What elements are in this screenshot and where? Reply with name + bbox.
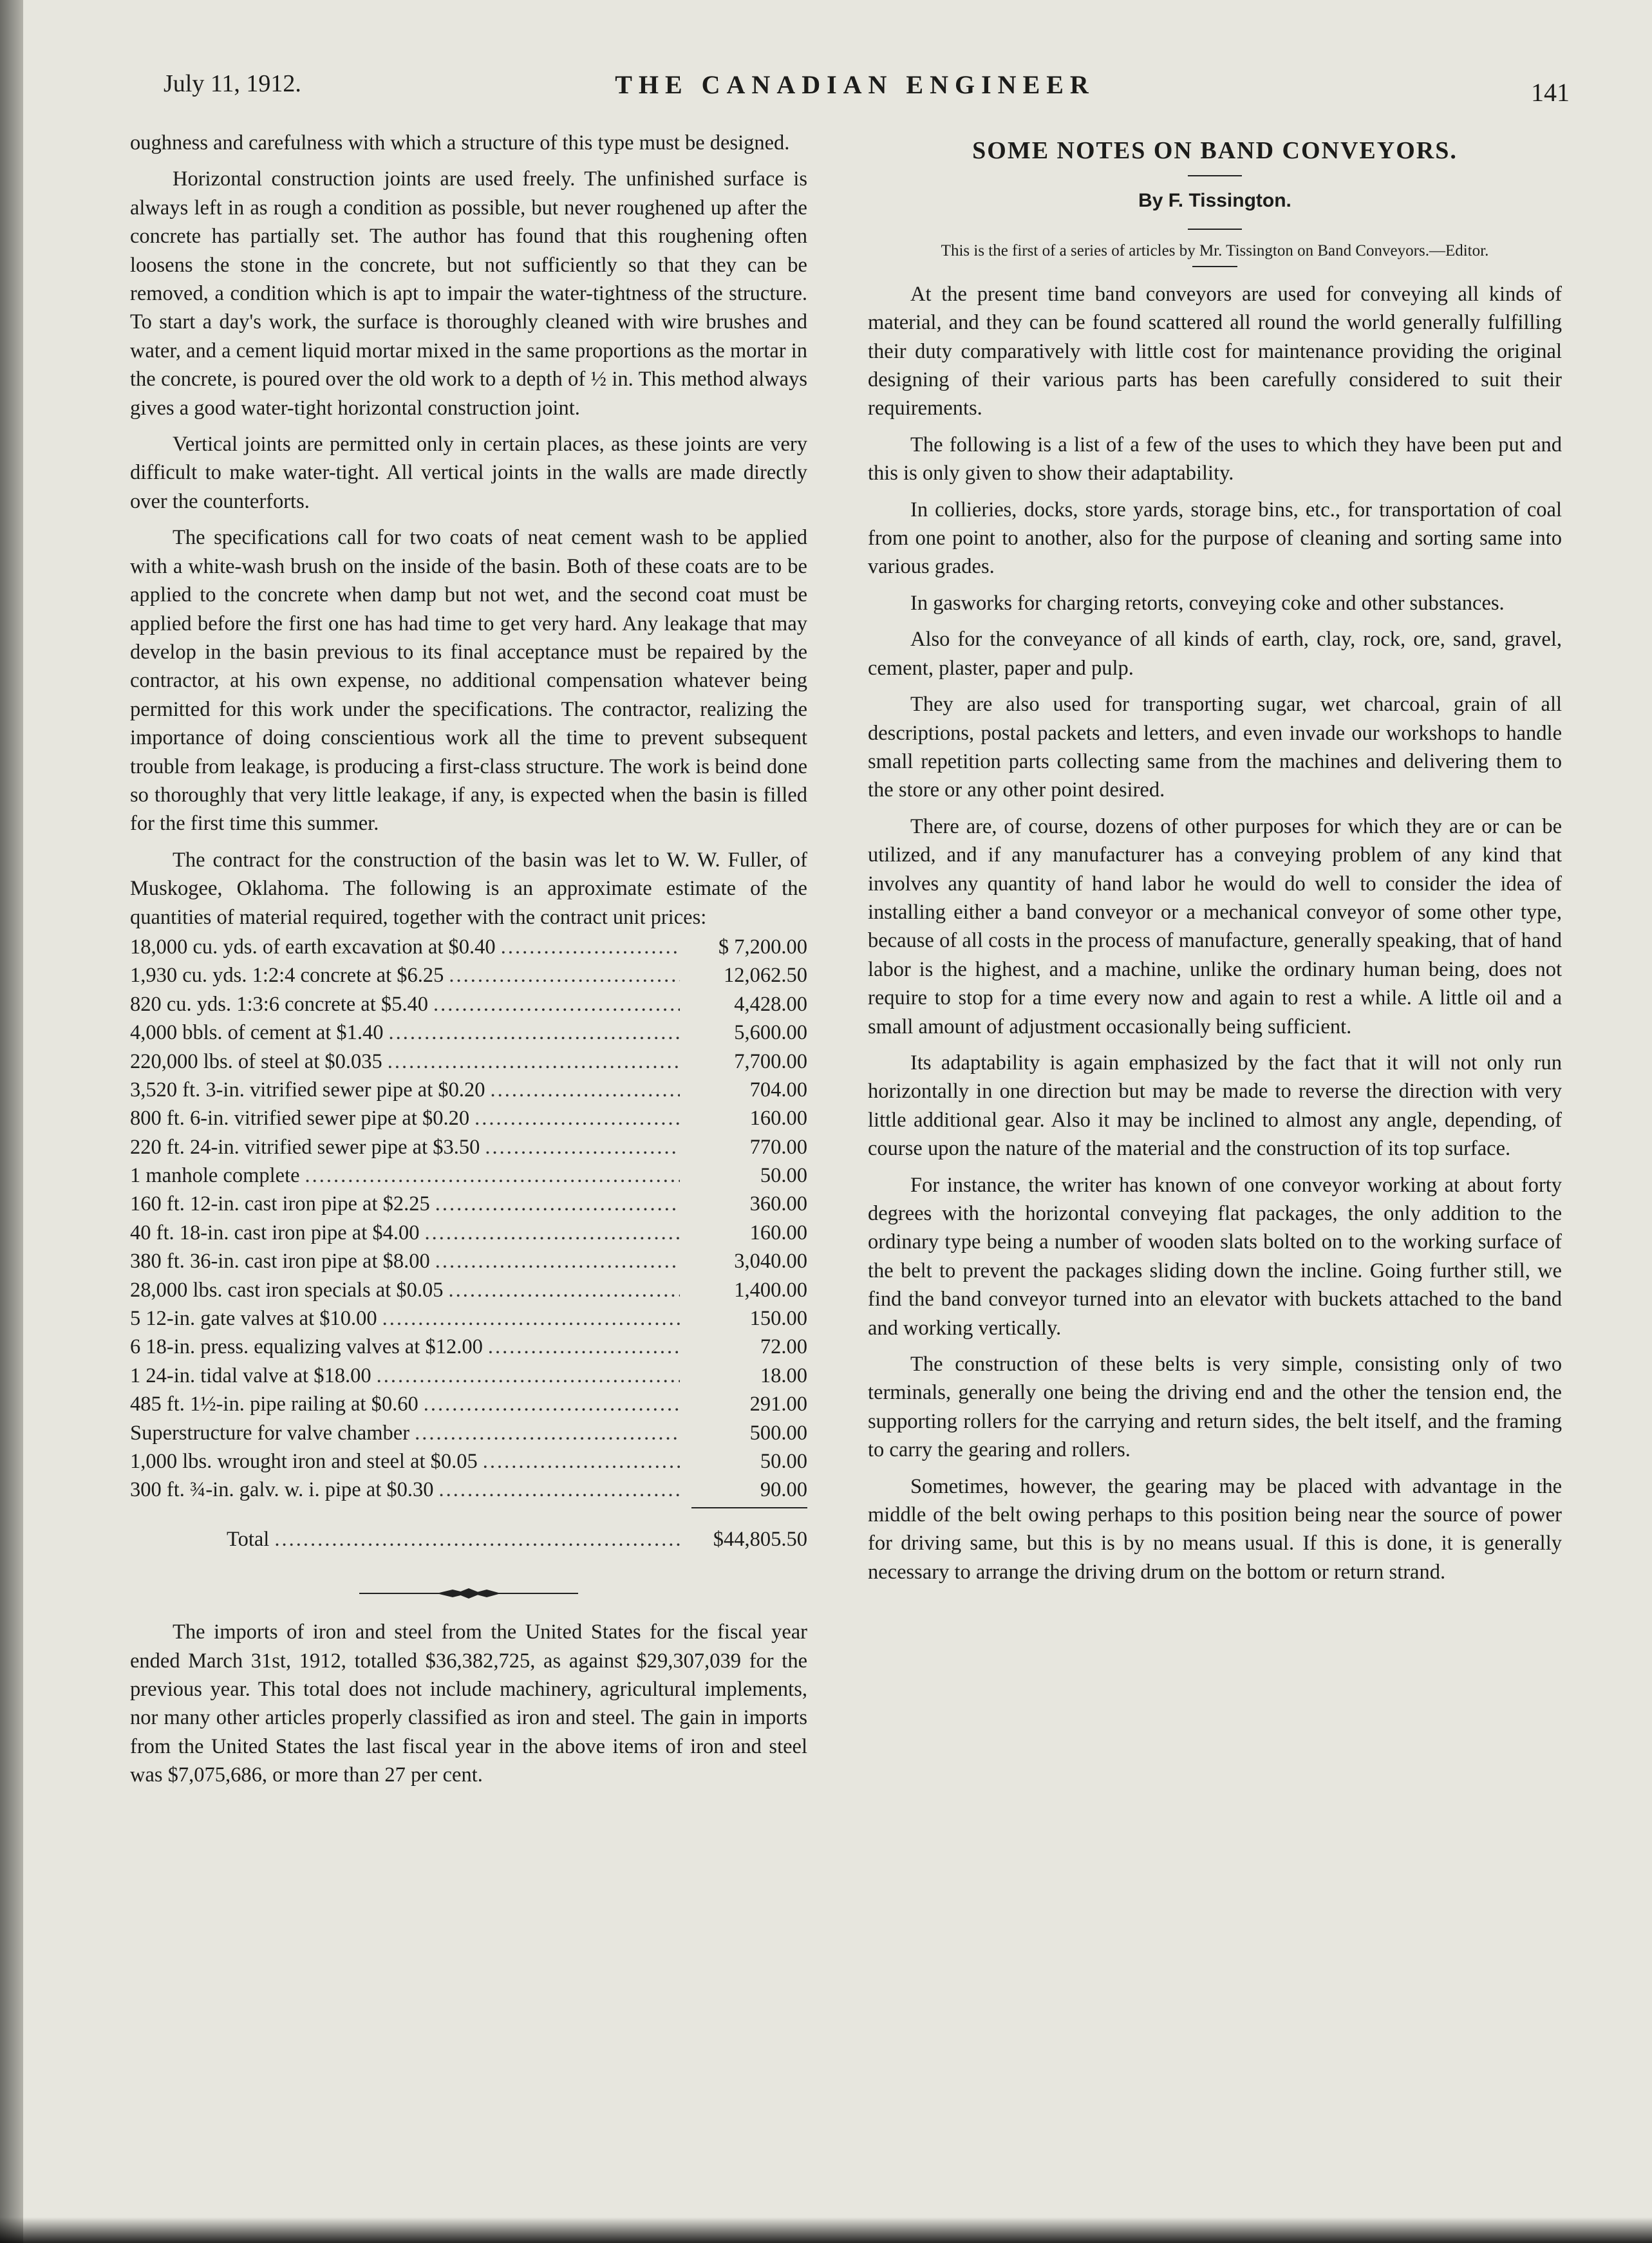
estimate-amount: 5,600.00 [734, 1021, 807, 1045]
article-paragraph: Also for the conveyance of all kinds of earth, clay, rock, ore, sand, gravel, cement, plaster, paper and pulp. [868, 628, 1562, 680]
editor-note: This is the first of a series of articles by Mr. Tissington on Band Conveyors.—Editor. [941, 241, 1489, 259]
journal-title: THE CANADIAN ENGINEER [615, 70, 1095, 99]
total-rule [691, 1507, 807, 1508]
estimate-amount: 150.00 [749, 1307, 807, 1331]
estimate-item: 220,000 lbs. of steel at $0.035 [130, 1049, 382, 1073]
leader-dots [274, 1525, 680, 1553]
article-paragraph: At the present time band conveyors are used for conveying all kinds of material, and they can be found scattered all round the world generally fulfilling their duty comparatively with little cost for maintenance providing the original designing of their various parts has been carefully considered to suit their requirements. [868, 282, 1562, 420]
paragraph-horizontal-joints: Horizontal construction joints are used freely. The unfinished surface is always left in as rough a condition as possible, but never roughened up after the concrete has partially set. The author has found that this roughening often loosens the stone in the concrete, but not sufficiently so that they can be removed, a condition which is apt to impair the water-tightness of the structure. To start a day's work, the surface is thoroughly cleaned with wire brushes and water, and a cement liquid mortar mixed in the same proportions as the mortar in the concrete, is poured over the old work to a depth of ½ in. This method always gives a good water-tight horizontal construction joint. [130, 167, 807, 420]
total-row [130, 1525, 807, 1553]
estimate-amount: 291.00 [749, 1393, 807, 1416]
estimate-row [130, 1476, 807, 1504]
article-title: SOME NOTES ON BAND CONVEYORS. [972, 137, 1458, 164]
estimate-row [130, 1419, 807, 1447]
estimate-row [130, 1333, 807, 1361]
estimate-row [130, 1190, 807, 1218]
estimate-amount: 770.00 [749, 1135, 807, 1159]
article-paragraph: For instance, the writer has known of one conveyor working at about forty degrees with the horizontal conveying flat packages, the only addition to the ordinary type being a number of wooden slats bolted on to the working surface of the belt to prevent the packages sliding down the incline. Going further still, we find the band conveyor turned into an elevator with buckets attached to the band and working vertically. [868, 1173, 1562, 1340]
page-header [140, 70, 1570, 108]
estimate-amount: 360.00 [749, 1192, 807, 1216]
estimate-item: 3,520 ft. 3-in. vitrified sewer pipe at $0.20 [130, 1078, 485, 1102]
estimate-item: 1 manhole complete [130, 1164, 300, 1188]
estimate-item: 28,000 lbs. cast iron specials at $0.05 [130, 1278, 444, 1302]
article-body [868, 280, 1562, 1586]
estimate-row [130, 1304, 807, 1333]
leader-dots [435, 1247, 680, 1275]
article-paragraph: Its adaptability is again emphasized by the fact that it will not only run horizontally in one direction but may be made to reverse the direction with very little additional gear. Also it may be inclined to almost any angle, depending, of course upon the nature of the material and the construction of its top surface. [868, 1051, 1562, 1161]
article-paragraph: Sometimes, however, the gearing may be placed with advantage in the middle of the belt owing perhaps to this position being near the source of power for driving same, but this is by no means usual. If this is done, it is generally necessary to arrange the driving drum on the bottom or return strand. [868, 1474, 1562, 1584]
article-paragraph: In collieries, docks, store yards, storage bins, etc., for transportation of coal from one point to another, also for the purpose of cleaning and sorting same into various grades. [868, 498, 1562, 579]
estimate-item: 220 ft. 24-in. vitrified sewer pipe at $3.50 [130, 1135, 480, 1159]
estimate-row [130, 1362, 807, 1390]
leader-dots [483, 1447, 680, 1476]
article-paragraph: They are also used for transporting sugar, wet charcoal, grain of all descriptions, postal packets and letters, and even invade our workshops to handle small repetition parts collecting same from the machines and delivering them to the store or any other point desired. [868, 693, 1562, 802]
article-paragraph: The following is a list of a few of the uses to which they have been put and this is only given to show their adaptability. [868, 433, 1562, 485]
estimate-item: 18,000 cu. yds. of earth excavation at $0.40 [130, 935, 496, 959]
estimate-amount: 4,428.00 [734, 992, 807, 1016]
estimate-item: Superstructure for valve chamber [130, 1421, 410, 1445]
leader-dots [388, 1047, 680, 1076]
byline-rule [1188, 229, 1242, 230]
paragraph-specifications: The specifications call for two coats of neat cement wash to be applied with a white-wash brush on the inside of the basin. Both of these coats are to be applied to the concrete when damp but not wet, and the second coat must be applied before the first one has had time to get very hard. Any leakage that may develop in the basin previous to its final acceptance must be repaired by the contractor, at his own expense, no additional compensation whatever being permitted for this work under the specifications. The contractor, realizing the importance of doing conscientious work all the time to prevent subsequent trouble from leakage, is producing a first-class structure. The work is beind done so thoroughly that very little leakage, if any, is expected when the basin is filled for the first time this summer. [130, 526, 807, 836]
left-column [130, 129, 807, 1790]
leader-dots [449, 1276, 680, 1304]
leader-dots [438, 1476, 680, 1504]
estimate-row [130, 1276, 807, 1304]
estimate-amount: 1,400.00 [734, 1278, 807, 1302]
article-paragraph: In gasworks for charging retorts, conveying coke and other substances. [910, 591, 1505, 615]
total-amount: $44,805.50 [713, 1527, 807, 1551]
estimate-item: 380 ft. 36-in. cast iron pipe at $8.00 [130, 1250, 430, 1273]
estimate-amount: 500.00 [749, 1421, 807, 1445]
leader-dots [389, 1018, 680, 1047]
estimate-amount: 18.00 [760, 1364, 807, 1387]
total-label: Total [227, 1527, 270, 1551]
ornament-rule-icon [359, 1587, 578, 1600]
leader-dots [415, 1419, 680, 1447]
estimate-row [130, 1018, 807, 1047]
cost-estimate-table [130, 933, 807, 1505]
estimate-row [130, 1161, 807, 1190]
estimate-amount: 3,040.00 [734, 1250, 807, 1273]
leader-dots [435, 1190, 680, 1218]
section-ornament [130, 1579, 807, 1592]
paragraph-imports: The imports of iron and steel from the United States for the fiscal year ended March 31st, 1912, totalled $36,382,725, as against $29,307,039 for the previous year. This total does not include machinery, agricultural implements, nor many other articles properly classified as iron and steel. The gain in imports from the United States the last fiscal year in the above items of iron and steel was $7,075,686, or more than 27 per cent. [130, 1620, 807, 1787]
estimate-item: 1,930 cu. yds. 1:2:4 concrete at $6.25 [130, 964, 444, 988]
issue-date: July 11, 1912. [164, 70, 301, 97]
title-rule [1188, 175, 1242, 176]
leader-dots [490, 1076, 680, 1104]
leader-dots [433, 990, 680, 1018]
article-byline: By F. Tissington. [1138, 190, 1291, 212]
estimate-row [130, 1447, 807, 1476]
estimate-row [130, 961, 807, 990]
estimate-row [130, 1390, 807, 1418]
estimate-row [130, 1247, 807, 1275]
estimate-item: 800 ft. 6-in. vitrified sewer pipe at $0.20 [130, 1107, 470, 1131]
page-bottom-shadow [0, 2217, 1652, 2243]
estimate-amount: 90.00 [760, 1478, 807, 1502]
article-paragraph: There are, of course, dozens of other purposes for which they are or can be utilized, and if any manufacturer has a conveying problem of any kind that involves any quantity of hand labor he would do well to consider the idea of installing either a band conveyor or a mechanical conveyor of some other type, because of all costs in the process of manufacture, generally speaking, that of hand labor is the highest, and a machine, unlike the ordinary human being, does not require to stop for a time every now and again to rest a while. A little oil and a small amount of adjustment occasionally being sufficient. [868, 814, 1562, 1038]
estimate-row [130, 1047, 807, 1076]
estimate-amount: 7,700.00 [734, 1049, 807, 1073]
estimate-amount: 160.00 [749, 1221, 807, 1244]
page-number: 141 [1531, 78, 1570, 107]
estimate-item: 485 ft. 1½-in. pipe railing at $0.60 [130, 1393, 418, 1416]
article-paragraph: The construction of these belts is very simple, consisting only of two terminals, generally one being the driving end and the other the tension end, the supporting rollers for the carrying and return sides, the belt itself, and the framing to carry the gearing and rollers. [868, 1353, 1562, 1462]
book-spine-shadow [0, 0, 23, 2243]
estimate-row [130, 1104, 807, 1132]
leader-dots [501, 933, 680, 961]
estimate-item: 1 24-in. tidal valve at $18.00 [130, 1364, 371, 1387]
note-rule [1192, 266, 1237, 267]
paragraph-contract: The contract for the construction of the basin was let to W. W. Fuller, of Muskogee, Oklahoma. The following is an approximate estimate of the quantities of material required, together with the contract unit prices: [130, 848, 807, 929]
leader-dots [377, 1362, 680, 1390]
estimate-amount: 12,062.50 [724, 964, 807, 988]
leader-dots [474, 1104, 680, 1132]
estimate-item: 6 18-in. press. equalizing valves at $12.00 [130, 1335, 483, 1359]
estimate-row [130, 1076, 807, 1104]
estimate-item: 5 12-in. gate valves at $10.00 [130, 1307, 377, 1331]
leader-dots [488, 1333, 680, 1361]
paragraph-continued: oughness and carefulness with which a structure of this type must be designed. [130, 131, 790, 155]
estimate-item: 1,000 lbs. wrought iron and steel at $0.05 [130, 1450, 478, 1473]
leader-dots [382, 1304, 680, 1333]
estimate-amount: $ 7,200.00 [718, 935, 807, 959]
leader-dots [424, 1390, 680, 1418]
estimate-amount: 160.00 [749, 1107, 807, 1131]
estimate-item: 160 ft. 12-in. cast iron pipe at $2.25 [130, 1192, 430, 1216]
paragraph-vertical-joints: Vertical joints are permitted only in certain places, as these joints are very difficult to make water-tight. All vertical joints in the walls are made directly over the counterforts. [130, 433, 807, 513]
estimate-item: 820 cu. yds. 1:3:6 concrete at $5.40 [130, 992, 429, 1016]
estimate-item: 300 ft. ¾-in. galv. w. i. pipe at $0.30 [130, 1478, 434, 1502]
leader-dots [485, 1133, 680, 1161]
estimate-row [130, 933, 807, 961]
estimate-amount: 50.00 [760, 1164, 807, 1188]
leader-dots [305, 1161, 680, 1190]
estimate-item: 40 ft. 18-in. cast iron pipe at $4.00 [130, 1221, 420, 1244]
estimate-amount: 72.00 [760, 1335, 807, 1359]
estimate-row [130, 990, 807, 1018]
estimate-amount: 704.00 [749, 1078, 807, 1102]
estimate-item: 4,000 bbls. of cement at $1.40 [130, 1021, 384, 1045]
estimate-row [130, 1133, 807, 1161]
estimate-row [130, 1219, 807, 1247]
leader-dots [425, 1219, 681, 1247]
leader-dots [449, 961, 680, 990]
right-column [868, 129, 1562, 1586]
estimate-amount: 50.00 [760, 1450, 807, 1473]
